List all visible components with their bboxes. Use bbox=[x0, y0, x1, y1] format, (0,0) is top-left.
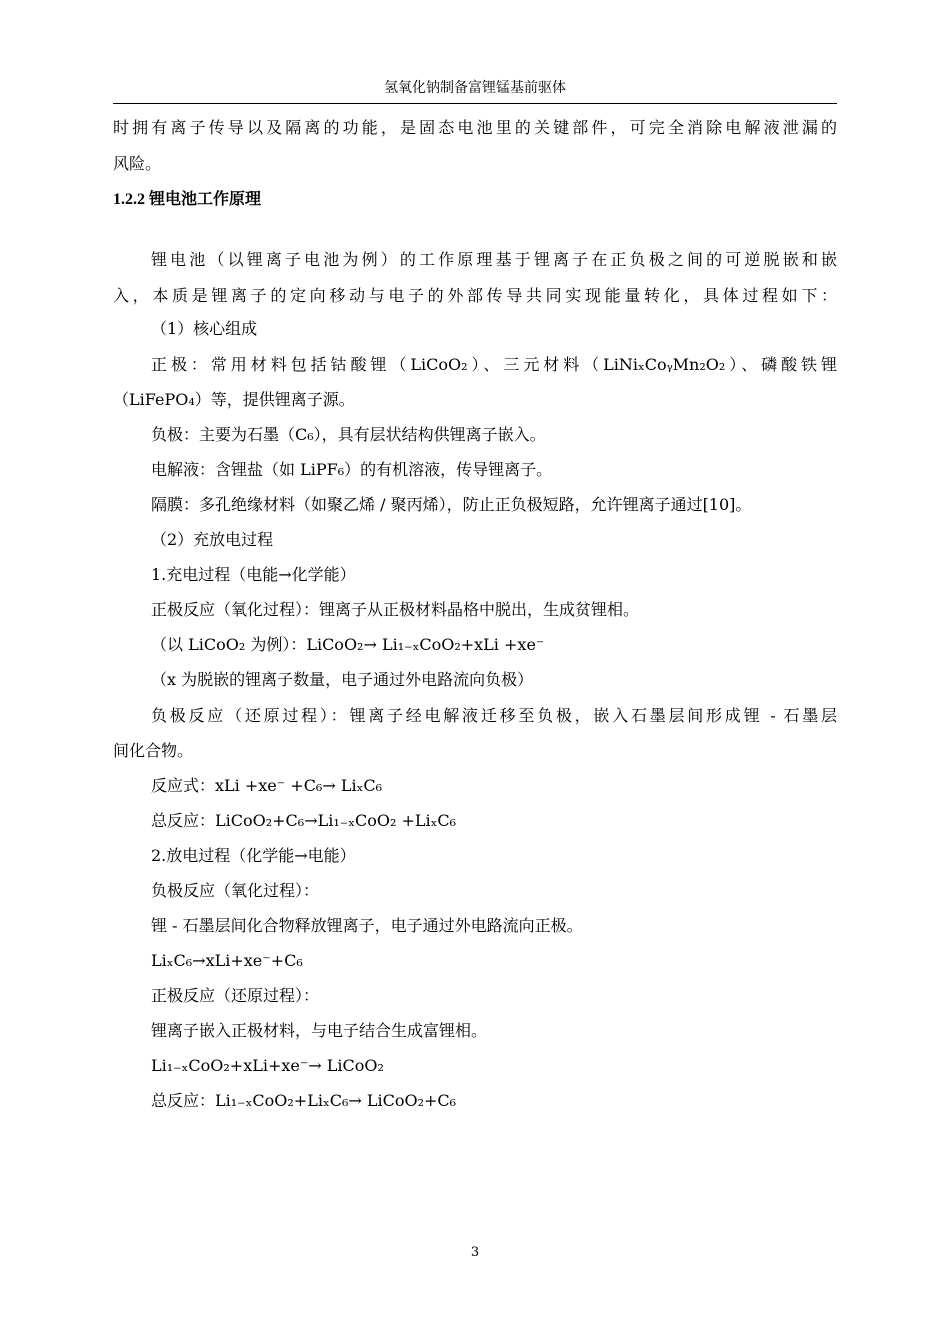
subsection-label: （2）充放电过程 bbox=[151, 530, 274, 549]
paragraph-line: 正极反应（氧化过程）：锂离子从正极材料晶格中脱出，生成贫锂相。 bbox=[151, 600, 640, 619]
header-divider bbox=[113, 103, 837, 104]
page-number: 3 bbox=[470, 1245, 480, 1260]
equation-line: 反应式：xLi +xe⁻ +C₆→ LiₓC₆ bbox=[151, 776, 383, 795]
paragraph-line: （LiFePO₄）等，提供锂离子源。 bbox=[113, 390, 355, 409]
paragraph-line: 正极反应（还原过程）： bbox=[151, 986, 320, 1005]
paragraph-line: 正极：常用材料包括钴酸锂（LiCoO₂）、三元材料（LiNiₓCoᵧMn₂O₂）、磷酸铁锂 bbox=[151, 355, 837, 374]
paragraph-line: 入，本质是锂离子的定向移动与电子的外部传导共同实现能量转化，具体过程如下： bbox=[113, 286, 837, 305]
equation-line: 总反应：LiCoO₂+C₆→Li₁₋ₓCoO₂ +LiₓC₆ bbox=[151, 811, 457, 830]
paragraph-line: 电解液：含锂盐（如 LiPF₆）的有机溶液，传导锂离子。 bbox=[151, 460, 553, 479]
paragraph-line: 负极反应（氧化过程）： bbox=[151, 881, 320, 900]
paragraph-line: 锂 - 石墨层间化合物释放锂离子，电子通过外电路流向正极。 bbox=[151, 916, 583, 935]
paragraph-line: 风险。 bbox=[113, 154, 162, 173]
equation-line: （以 LiCoO₂ 为例）：LiCoO₂→ Li₁₋ₓCoO₂+xLi +xe⁻ bbox=[151, 635, 545, 654]
paragraph-line: 锂电池（以锂离子电池为例）的工作原理基于锂离子在正负极之间的可逆脱嵌和嵌 bbox=[151, 250, 837, 269]
paragraph-line: 隔膜：多孔绝缘材料（如聚乙烯 / 聚丙烯），防止正负极短路，允许锂离子通过[10]。 bbox=[151, 495, 752, 514]
equation-line: 总反应：Li₁₋ₓCoO₂+LiₓC₆→ LiCoO₂+C₆ bbox=[151, 1091, 457, 1110]
running-header: 氢氧化钠制备富锂锰基前驱体 bbox=[384, 80, 566, 96]
subsection-label: （1）核心组成 bbox=[151, 319, 258, 338]
paragraph-line: 时拥有离子传导以及隔离的功能，是固态电池里的关键部件，可完全消除电解液泄漏的 bbox=[113, 118, 837, 137]
paragraph-line: （x 为脱嵌的锂离子数量，电子通过外电路流向负极） bbox=[151, 670, 534, 689]
paragraph-line: 负极：主要为石墨（C₆），具有层状结构供锂离子嵌入。 bbox=[151, 425, 546, 444]
section-heading: 1.2.2 锂电池工作原理 bbox=[113, 191, 262, 208]
paragraph-line: 2.放电过程（化学能→电能） bbox=[151, 846, 356, 865]
equation-line: LiₓC₆→xLi+xe⁻+C₆ bbox=[151, 951, 303, 970]
equation-line: Li₁₋ₓCoO₂+xLi+xe⁻→ LiCoO₂ bbox=[151, 1056, 384, 1075]
paragraph-line: 1.充电过程（电能→化学能） bbox=[151, 565, 356, 584]
paragraph-line: 负极反应（还原过程）：锂离子经电解液迁移至负极，嵌入石墨层间形成锂 - 石墨层 bbox=[151, 706, 837, 725]
paragraph-line: 锂离子嵌入正极材料，与电子结合生成富锂相。 bbox=[151, 1021, 488, 1040]
paragraph-line: 间化合物。 bbox=[113, 741, 194, 760]
